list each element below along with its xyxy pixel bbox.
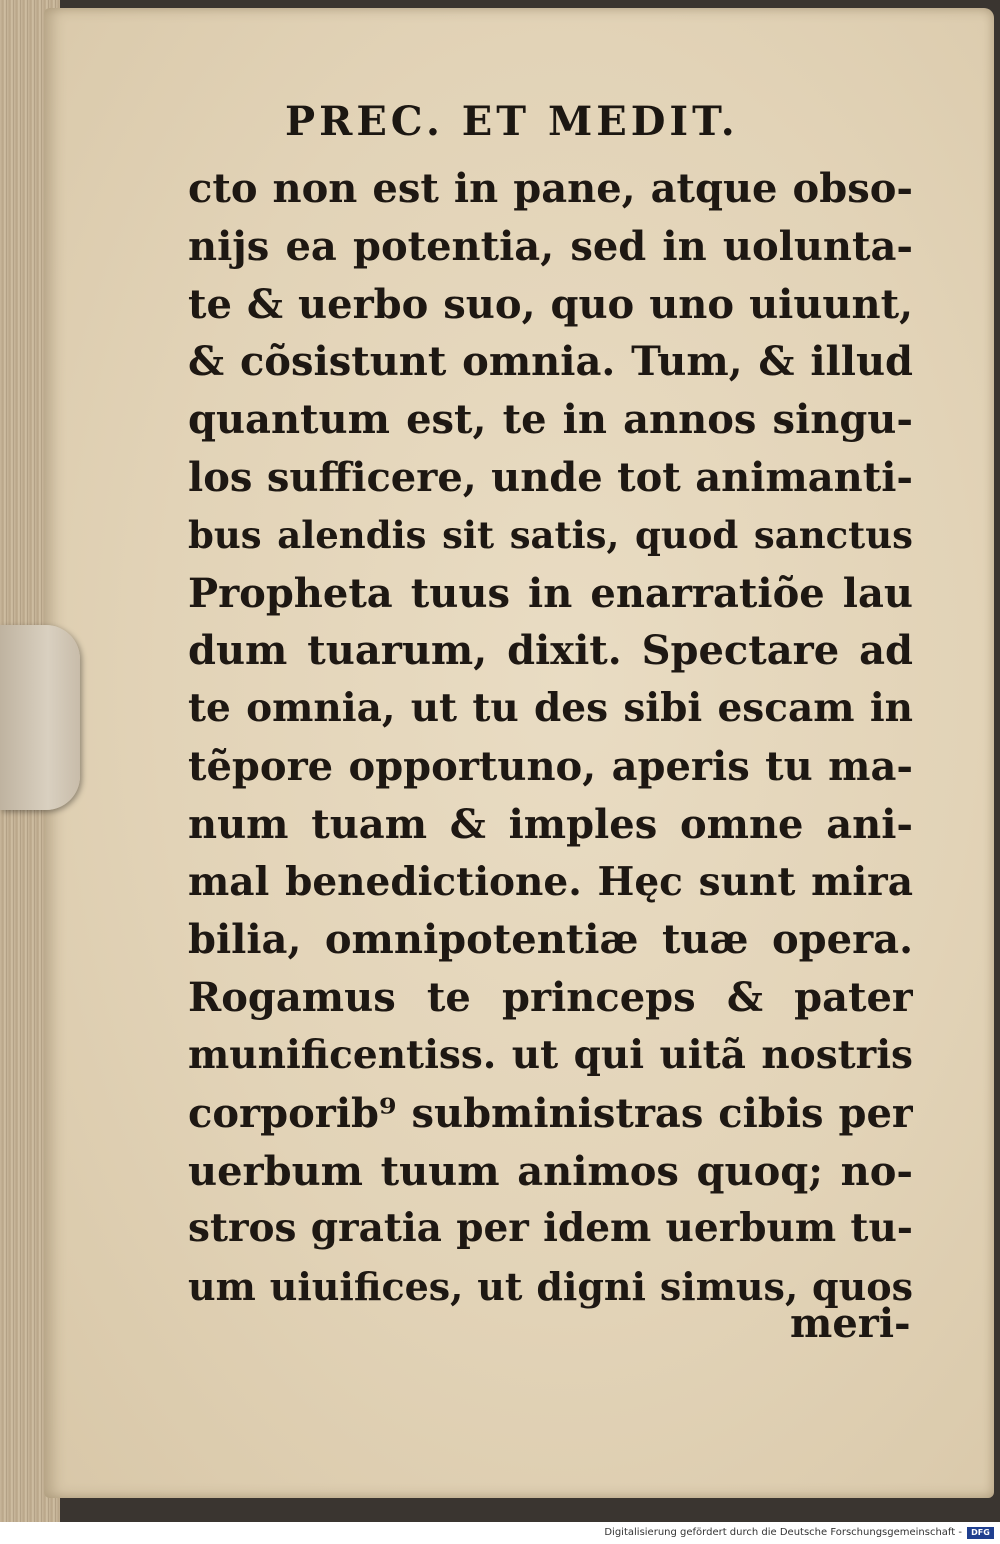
text-line: cto non est in pane, atque obso- — [188, 165, 913, 212]
text-line: Propheta tuus in enarratiõe lau — [188, 569, 913, 617]
text-line: bus alendis sit satis, quod sanctus — [188, 512, 913, 557]
text-line: quantum est, te in annos singu- — [188, 396, 913, 444]
text-line: stros gratia per idem uerbum tu- — [188, 1205, 913, 1252]
running-head: PREC. ET MEDIT. — [285, 98, 739, 145]
text-line: num tuam & imples omne ani- — [188, 800, 913, 848]
book-clasp — [0, 625, 80, 810]
text-line: mal benedictione. Hęc sunt mira — [188, 858, 913, 905]
text-line: te omnia, ut tu des sibi escam in — [188, 685, 913, 732]
funding-credit: Digitalisierung gefördert durch die Deutsche Forschungsgemeinschaft - — [604, 1527, 962, 1538]
text-line: & cõsistunt omnia. Tum, & illud — [188, 338, 913, 386]
text-line: um uiuifices, ut digni simus, quos — [188, 1264, 913, 1310]
dfg-logo-icon: DFG — [967, 1527, 994, 1539]
text-line: uerbum tuum animos quoq; no- — [188, 1147, 913, 1195]
text-line: nijs ea potentia, sed in uolunta- — [188, 222, 913, 270]
body-text — [188, 160, 913, 1316]
catchword: meri- — [790, 1300, 911, 1347]
footer-bar — [0, 1522, 1000, 1544]
text-line: los sufficere, unde tot animanti- — [188, 453, 913, 501]
text-line: Rogamus te princeps & pater — [188, 974, 913, 1022]
text-line: munificentiss. ut qui uitã nostris — [188, 1031, 913, 1078]
text-line: dum tuarum, dixit. Spectare ad — [188, 627, 913, 675]
text-line: te & uerbo suo, quo uno uiuunt, — [188, 280, 913, 328]
text-line: tẽpore opportuno, aperis tu ma- — [188, 742, 913, 790]
text-line: corporib⁹ subministras cibis per — [188, 1089, 913, 1137]
text-line: bilia, omnipotentiæ tuæ opera. — [188, 916, 913, 964]
